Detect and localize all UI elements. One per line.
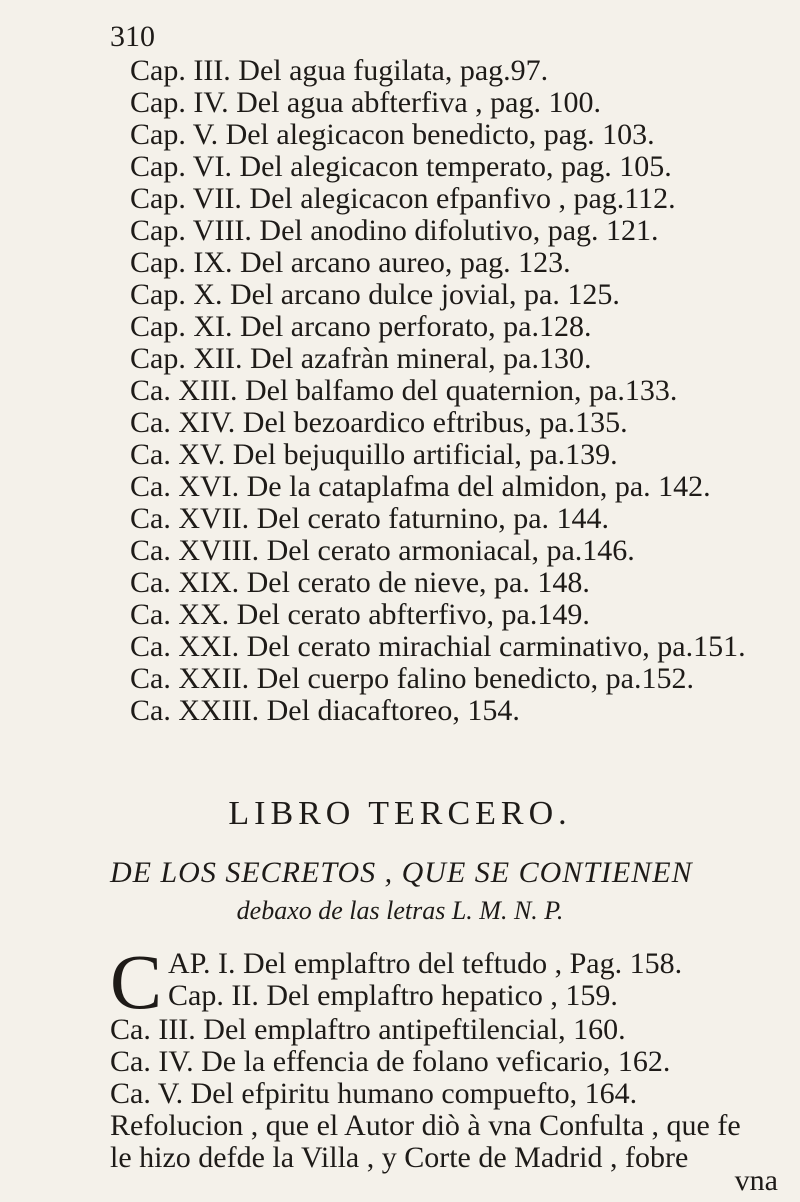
catchword: vna [734,1164,778,1197]
toc-line: Cap. VI. Del alegicacon temperato, pag. 105. [130,150,672,183]
chapter-line: Ca. V. Del efpiritu humano compuefto, 164. [110,1077,638,1110]
toc-line: Ca. XIII. Del balfamo del quaternion, pa.133. [130,374,678,407]
toc-line: Cap. XI. Del arcano perforato, pa.128. [130,310,592,343]
toc-line: Cap. III. Del agua fugilata, pag.97. [130,54,549,87]
toc-line: Ca. XXII. Del cuerpo falino benedicto, pa.152. [130,662,694,695]
toc-line: Cap. IX. Del arcano aureo, pag. 123. [130,246,571,279]
chapter-line: Ca. IV. De la effencia de folano veficario, 162. [110,1045,671,1078]
toc-line: Cap. XII. Del azafràn mineral, pa.130. [130,342,592,375]
book-heading: LIBRO TERCERO. [228,795,572,832]
chapter-line: Cap. II. Del emplaftro hepatico , 159. [168,979,618,1012]
toc-line: Ca. XVII. Del cerato faturnino, pa. 144. [130,502,610,535]
toc-line: Cap. VIII. Del anodino difolutivo, pag. 121. [130,214,659,247]
chapter-list [110,938,790,1174]
toc-line: Ca. XXIII. Del diacaftoreo, 154. [130,694,520,727]
chapter-line: Ca. III. Del emplaftro antipeftilencial, 160. [110,1013,626,1046]
toc-line: Ca. XIX. Del cerato de nieve, pa. 148. [130,566,590,599]
section-subsubheading: debaxo de las letras L. M. N. P. [236,896,564,925]
toc-line: Cap. V. Del alegicacon benedicto, pag. 103. [130,118,655,151]
chapter-line: le hizo defde la Villa , y Corte de Madrid , fobre [110,1141,689,1174]
toc-line: Ca. XX. Del cerato abfterfivo, pa.149. [130,598,590,631]
toc-line: Ca. XVI. De la cataplafma del almidon, pa. 142. [130,470,711,503]
section-subheading: DE LOS SECRETOS , QUE SE CONTIENEN [110,856,693,889]
toc-line: Cap. VII. Del alegicacon efpanfivo , pag.112. [130,182,676,215]
toc-line: Ca. XXI. Del cerato mirachial carminativo, pa.151. [130,630,746,663]
toc-line: Cap. IV. Del agua abfterfiva , pag. 100. [130,86,601,119]
toc-line: Ca. XV. Del bejuquillo artificial, pa.139. [130,438,618,471]
page-number: 310 [110,20,155,53]
chapter-line: Refolucion , que el Autor diò à vna Confulta , que fe [110,1109,741,1142]
chapter-line: AP. I. Del emplaftro del teftudo , Pag. 158. [168,947,683,980]
toc-line: Cap. X. Del arcano dulce jovial, pa. 125. [130,278,620,311]
table-of-contents [130,55,780,727]
toc-line: Ca. XVIII. Del cerato armoniacal, pa.146. [130,534,635,567]
toc-line: Ca. XIV. Del bezoardico eftribus, pa.135. [130,406,628,439]
drop-cap: C [110,938,163,1025]
